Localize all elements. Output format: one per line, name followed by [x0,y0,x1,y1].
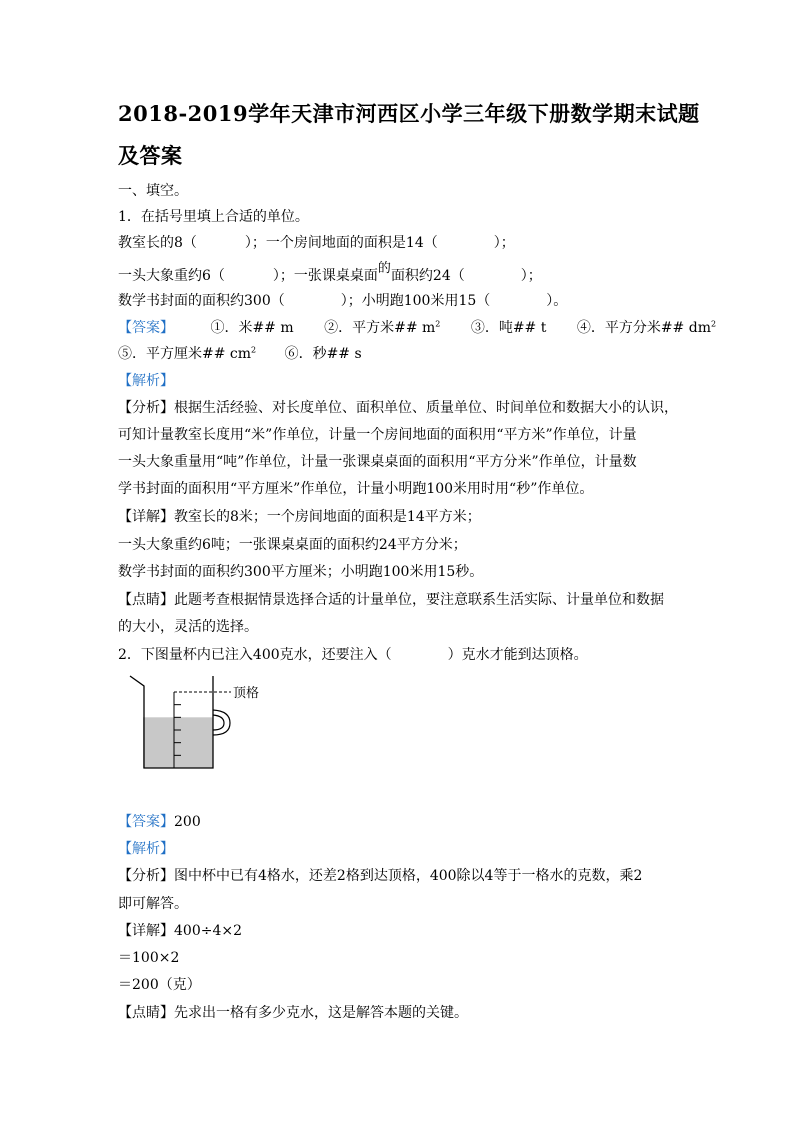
q1-text: ）。 [546,293,568,309]
top-mark-label: 顶格 [233,686,260,701]
q1-fenxi-1: 【分析】根据生活经验、对长度单位、面积单位、质量单位、时间单位和数据大小的认识， [118,400,678,416]
q2-xiangjie-2: ＝100×2 [118,950,180,966]
analysis-tag: 【解析】 [118,841,174,857]
fenxi-tag: 【分析】 [118,400,174,416]
answer-item: ①．米## m [210,320,294,336]
answer-tag: 【答案】 [118,320,174,336]
q1-xiangjie-2: 一头大象重约6吨；一张课桌桌面的面积约24平方分米； [118,537,467,553]
answer-item: ⑤．平方厘米## $cm^2$ [118,345,257,362]
q1-text: 的 [377,261,391,276]
q1-xiangjie-1: 【详解】教室长的8米；一个房间地面的面积是14平方米； [118,509,481,525]
q1-text: 一头大象重约6（ [118,268,225,284]
answer-item: ③．吨## t [470,320,547,336]
q1-text: 面积约24（ [390,268,465,284]
cup-handle [213,710,230,735]
q1-dianjing-1: 【点睛】此题考查根据情景选择合适的计量单位，要注意联系生活实际、计量单位和数据 [118,592,664,608]
xiangjie-tag: 【详解】 [118,923,174,939]
q2-xiangjie-3: ＝200（克） [118,977,201,993]
q1-text: ）；一个房间地面的面积是14（ [244,235,438,251]
q1-line1 [118,233,515,253]
q1-xiangjie-3: 数学书封面的面积约300平方厘米；小明跑100米用15秒。 [118,564,484,580]
q1-fenxi-3: 一头大象重量用“吨”作单位，计量一张课桌桌面的面积用“平方分米”作单位，计量数 [118,454,637,470]
doc-title-line1: 2018-2019学年天津市河西区小学三年级下册数学期末试题 [118,101,700,126]
q2-fenxi-2: 即可解答。 [118,896,188,912]
analysis-tag: 【解析】 [118,373,174,389]
q2-xiangjie-1: 【详解】400÷4×2 [118,923,242,939]
q1-fenxi-4: 学书封面的面积用“平方厘米”作单位，计量小明跑100米用时用“秒”作单位。 [118,481,594,497]
fenxi-tag: 【分析】 [118,868,174,884]
answer-item: ②．平方米## $m^2$ [324,319,441,336]
dianjing-tag: 【点睛】 [118,592,174,608]
answer-item: ④．平方分米## $dm^2$ [576,319,717,336]
q1-text: ）； [493,235,515,251]
q1-text: 数学书封面的面积约300（ [118,293,285,309]
dianjing-tag: 【点睛】 [118,1005,174,1021]
answer-value: 200 [174,814,201,830]
q2-dianjing: 【点睛】先求出一格有多少克水，这是解答本题的关键。 [118,1005,468,1021]
q1-stem: 1．在括号里填上合适的单位。 [118,209,309,225]
doc-title-line2: 及答案 [118,143,183,168]
q2-answer [118,812,201,832]
answer-item: ⑥．秒## s [284,346,362,362]
measuring-cup-figure [118,672,278,774]
section-heading: 一、填空。 [118,183,188,199]
q1-dianjing-2: 的大小，灵活的选择。 [118,619,258,635]
xiangjie-tag: 【详解】 [118,509,174,525]
q1-line2 [118,261,542,287]
q2-stem: 2．下图量杯内已注入400克水，还要注入（ ）克水才能到达顶格。 [118,647,588,663]
q1-line3 [118,291,567,311]
q1-answer-row2 [118,344,362,364]
q1-fenxi-2: 可知计量教室长度用“米”作单位，计量一个房间地面的面积用“平方米”作单位，计量 [118,427,637,443]
q1-answer-row1 [118,318,716,338]
q2-fenxi-1: 【分析】图中杯中已有4格水，还差2格到达顶格，400除以4等于一格水的克数，乘2 [118,868,643,884]
cup-handle-inner [213,715,224,730]
q1-text: ）；小明跑100米用15（ [340,293,491,309]
q1-text: ）； [520,268,542,284]
q1-text: 教室长的8（ [118,235,197,251]
q1-text: ）；一张课桌桌面 [272,268,378,284]
answer-tag: 【答案】 [118,814,174,830]
